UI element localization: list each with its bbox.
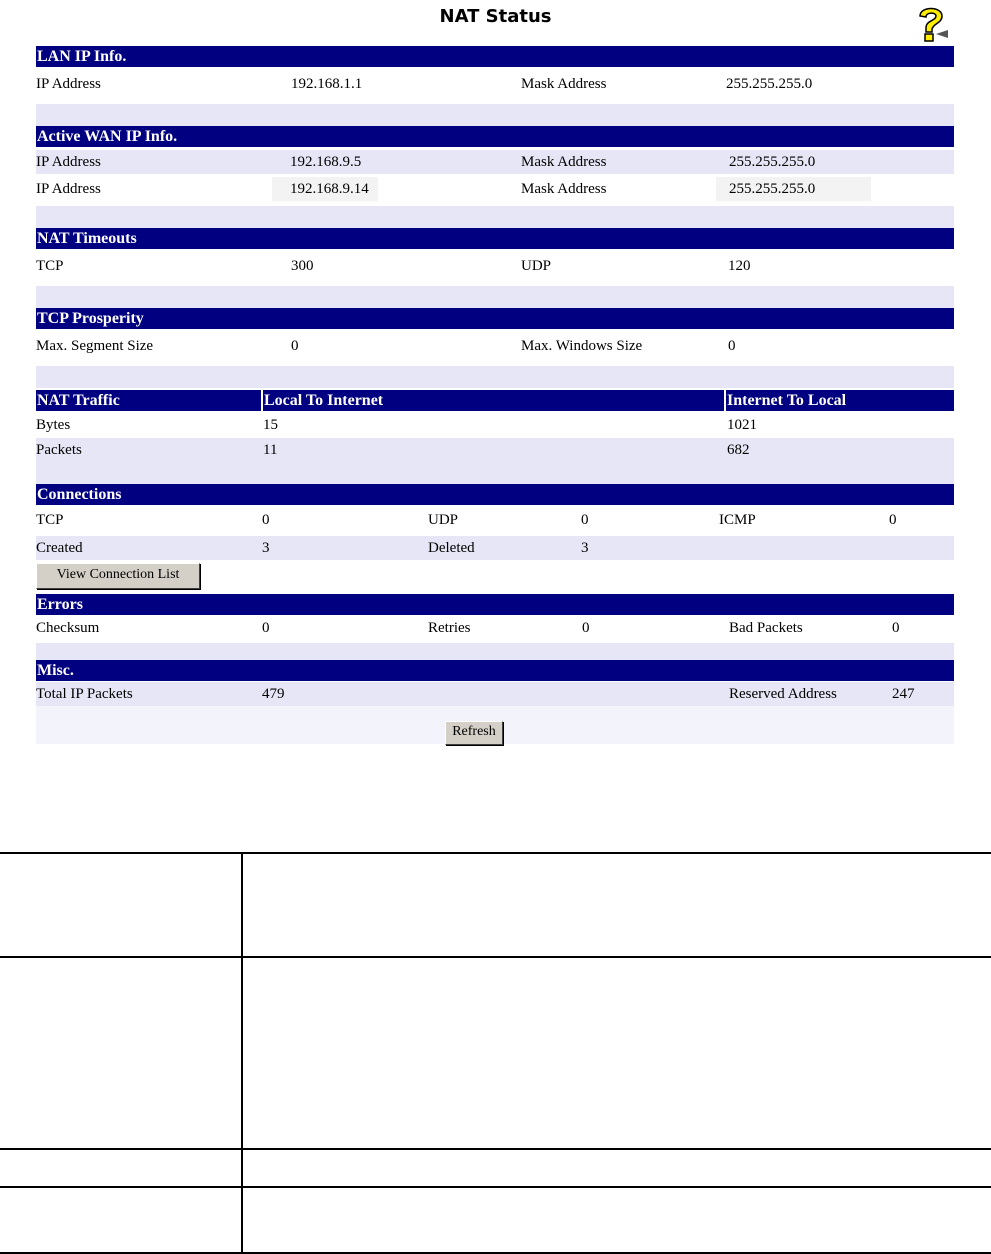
wan-mask-label: Mask Address — [521, 181, 607, 197]
mss-label: Max. Segment Size — [36, 338, 154, 354]
wan-ip-label: IP Address — [36, 154, 101, 170]
conn-icmp-label: ICMP — [719, 512, 756, 528]
connections-header-label: Connections — [37, 486, 122, 503]
help-icon[interactable] — [912, 4, 952, 44]
spacer — [36, 104, 954, 126]
description-table — [0, 852, 991, 854]
tcp-timeout-label: TCP — [36, 258, 64, 274]
connections-section-header — [36, 484, 954, 505]
conn-icmp-value: 0 — [889, 512, 897, 528]
refresh-button[interactable]: Refresh — [445, 721, 503, 745]
conn-tcp-value: 0 — [262, 512, 270, 528]
tcp-prosperity-section-header — [36, 308, 954, 329]
wan-ip-label: IP Address — [36, 181, 101, 197]
tcp-timeout-value: 300 — [291, 258, 314, 274]
packets-local-value: 11 — [263, 442, 278, 458]
retries-value: 0 — [582, 620, 590, 636]
traffic-section-header — [36, 390, 954, 411]
errors-row — [36, 616, 954, 640]
wan-mask-label: Mask Address — [521, 154, 607, 170]
total-ip-packets-label: Total IP Packets — [36, 686, 133, 702]
spacer — [36, 462, 954, 484]
traffic-col-local: Local To Internet — [261, 390, 383, 411]
created-value: 3 — [262, 540, 270, 556]
wan-ip-value: 192.168.9.14 — [290, 181, 369, 197]
spacer — [36, 286, 954, 308]
timeouts-section-header — [36, 228, 954, 249]
udp-timeout-value: 120 — [728, 258, 751, 274]
misc-row — [36, 682, 954, 706]
deleted-value: 3 — [581, 540, 589, 556]
lan-header-label: LAN IP Info. — [37, 48, 127, 65]
spacer — [36, 643, 954, 660]
lan-section-header — [36, 46, 954, 67]
wan-row — [36, 150, 954, 174]
conn-udp-label: UDP — [428, 512, 459, 528]
checksum-value: 0 — [262, 620, 270, 636]
wan-row — [36, 177, 954, 201]
traffic-col-internet: Internet To Local — [724, 390, 846, 411]
wan-mask-value: 255.255.255.0 — [729, 181, 816, 197]
retries-label: Retries — [428, 620, 471, 636]
connections-row — [36, 508, 954, 532]
mws-value: 0 — [728, 338, 736, 354]
wan-ip-value: 192.168.9.5 — [290, 154, 362, 170]
timeouts-row — [36, 254, 954, 278]
conn-tcp-label: TCP — [36, 512, 64, 528]
reserved-address-label: Reserved Address — [729, 686, 837, 702]
tcp-prosperity-header-label: TCP Prosperity — [37, 310, 144, 327]
packets-internet-value: 682 — [727, 442, 750, 458]
errors-header-label: Errors — [37, 596, 83, 613]
lan-mask-value: 255.255.255.0 — [726, 76, 813, 92]
wan-section-header — [36, 126, 954, 147]
spacer — [36, 366, 954, 388]
mss-value: 0 — [291, 338, 299, 354]
traffic-header-label: NAT Traffic — [37, 392, 120, 409]
checksum-label: Checksum — [36, 620, 100, 636]
bytes-label: Bytes — [36, 417, 71, 433]
bad-packets-value: 0 — [892, 620, 900, 636]
timeouts-header-label: NAT Timeouts — [37, 230, 137, 247]
total-ip-packets-value: 479 — [262, 686, 285, 702]
lan-mask-label: Mask Address — [521, 76, 607, 92]
traffic-packets-row — [36, 438, 954, 462]
table-row — [0, 1150, 991, 1188]
page-title: NAT Status — [439, 6, 552, 27]
spacer — [36, 206, 954, 228]
traffic-bytes-row — [36, 413, 954, 437]
bytes-internet-value: 1021 — [727, 417, 757, 433]
wan-mask-value: 255.255.255.0 — [729, 154, 816, 170]
bad-packets-label: Bad Packets — [729, 620, 803, 636]
wan-header-label: Active WAN IP Info. — [37, 128, 178, 145]
reserved-address-value: 247 — [892, 686, 915, 702]
udp-timeout-label: UDP — [521, 258, 552, 274]
misc-section-header — [36, 660, 954, 681]
connections-row — [36, 536, 954, 560]
packets-label: Packets — [36, 442, 82, 458]
table-row — [0, 1188, 991, 1254]
created-label: Created — [36, 540, 83, 556]
mws-label: Max. Windows Size — [521, 338, 643, 354]
table-row — [0, 958, 991, 1150]
lan-ip-value: 192.168.1.1 — [291, 76, 363, 92]
misc-header-label: Misc. — [37, 662, 74, 679]
lan-ip-row — [36, 72, 954, 96]
view-connection-list-button[interactable]: View Connection List — [36, 563, 200, 589]
bytes-local-value: 15 — [263, 417, 278, 433]
lan-ip-label: IP Address — [36, 76, 101, 92]
table-row — [0, 854, 991, 958]
tcp-prosperity-row — [36, 334, 954, 358]
errors-section-header — [36, 594, 954, 615]
conn-udp-value: 0 — [581, 512, 589, 528]
deleted-label: Deleted — [428, 540, 475, 556]
